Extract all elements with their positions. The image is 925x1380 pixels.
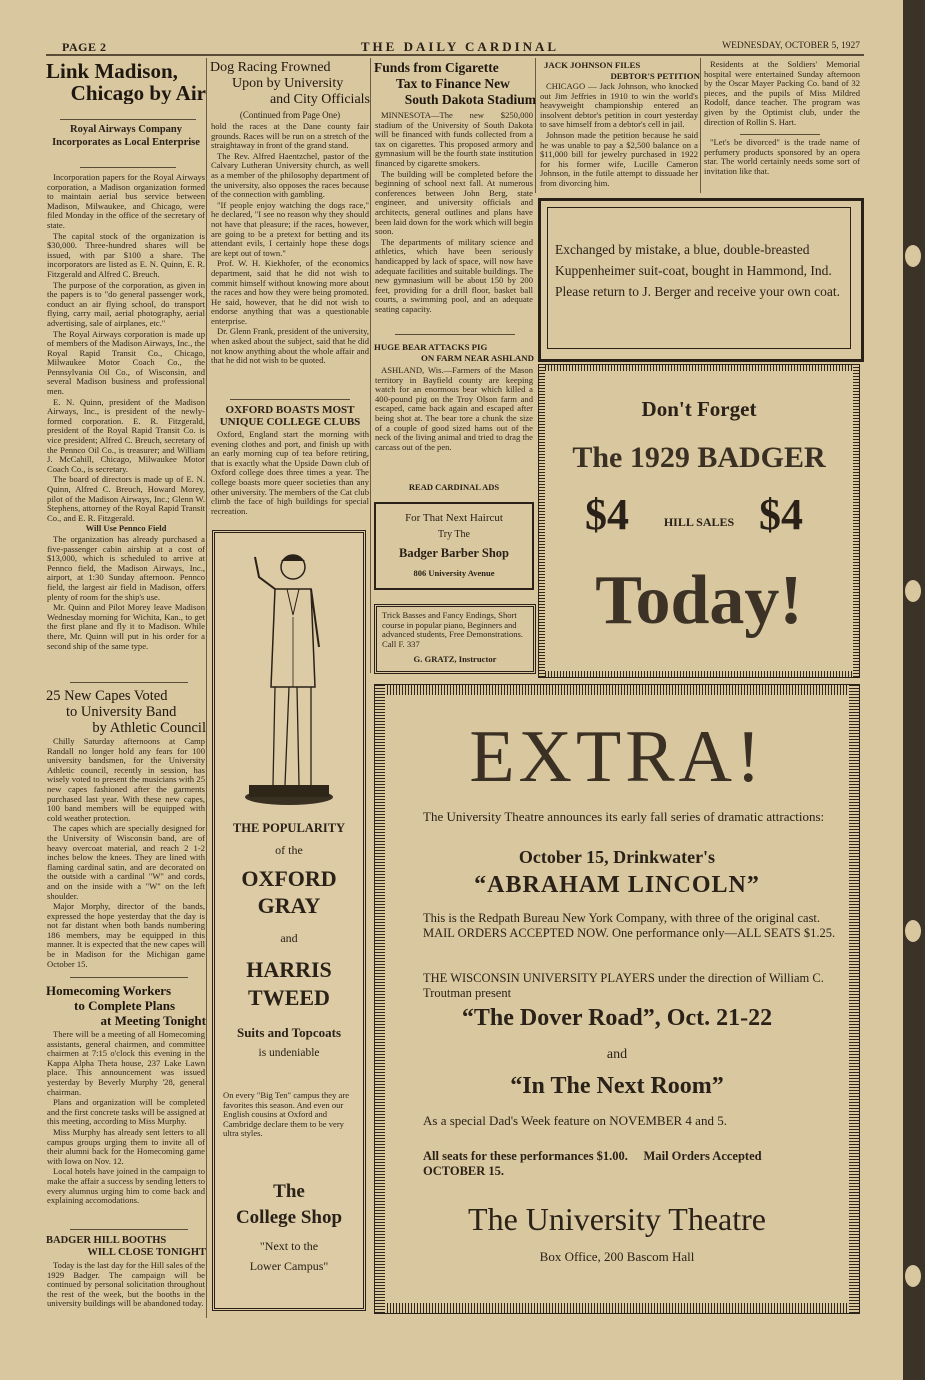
column-rule xyxy=(206,58,207,1318)
theatre-and: and xyxy=(606,1047,628,1062)
issue-date: WEDNESDAY, OCTOBER 5, 1927 xyxy=(722,41,860,51)
paragraph: The departments of military science and athletics, which have been seriously handicapped by lack of space, will now have adequate facilities and suitable buildings. The new gymnasium will be about 150 by 200 feet, providing for a drill floor, basket ball courts, a swimming pool, and an adequate seating capacity. xyxy=(375,236,533,314)
article-rule xyxy=(70,977,188,978)
headline-dog-racing xyxy=(210,60,370,108)
badger-today: Today! xyxy=(595,562,803,639)
headline-funds xyxy=(374,60,536,108)
article-jack-johnson xyxy=(540,82,698,192)
read-cardinal-ads: READ CARDINAL ADS xyxy=(408,482,500,492)
binding-hole xyxy=(905,1265,921,1287)
paragraph: Oxford, England start the morning with evening clothes and port, and finish up with an early morning cup of tea before retiring, that is exactly what the Upside Down club of Oxford college does three times a year. The college boasts more queer societies than any other university. The members of the Cat club climb the face of high buildings for special recreation. xyxy=(211,430,369,516)
article-capes xyxy=(47,737,205,972)
article-bear xyxy=(375,366,533,466)
headline-line: Tax to Finance New xyxy=(396,76,510,91)
column-rule xyxy=(700,58,701,193)
ad-shop-name: College Shop xyxy=(235,1207,343,1228)
continued-note: (Continued from Page One) xyxy=(239,110,341,120)
article-dog-racing xyxy=(211,122,369,396)
headline-line: Upon by University xyxy=(232,76,344,91)
theatre-box-office: Box Office, 200 Bascom Hall xyxy=(539,1249,695,1264)
paragraph: Mr. Quinn and Pilot Morey leave Madison Wednesday morning for Wichita, Kan., to get the first plane and fly it to Madison. While there, Mr. Quinn will put in his order for a second ship of the same type. xyxy=(47,602,205,651)
barber-line-1: For That Next Haircut xyxy=(405,512,503,524)
ad-oxford: OXFORD xyxy=(241,866,337,891)
headline-line: at Meeting Tonight xyxy=(100,1013,206,1028)
ad-and: and xyxy=(280,931,298,945)
paragraph: Prof. W. H. Kiekhofer, of the economics department, said that he did not wish to commit himself without knowing more about the races and how they were being promoted. He said, however, that he did not wish to endorse anything that was a questionable enterprise. xyxy=(211,258,369,326)
headline-line: Homecoming Workers xyxy=(46,983,172,998)
lost-coat-text: Exchanged by mistake, a blue, double-breasted Kuppenheimer suit-coat, bought in Hammond, Ind. Please return to J. Berger and receive your own coat. xyxy=(555,242,841,299)
ad-border-bottom xyxy=(539,671,859,677)
theatre-name: The University Theatre xyxy=(468,1201,766,1237)
paragraph: Chilly Saturday afternoons at Camp Randall no longer hold any fears for 100 university bandsmen, for the University Athletic council, recently in session, has wisely voted to present the musicians with 25 new capes fashioned after the garments purchased last year. With these new capes, 100 band members will be equipped with cold weather protection. xyxy=(47,737,205,823)
theatre-seats: All seats for these performances $1.00. Mail Orders Accepted OCTOBER 15. xyxy=(423,1149,765,1178)
newspaper-name: THE DAILY CARDINAL xyxy=(360,39,560,54)
article-rule xyxy=(70,682,188,683)
headline-line: JACK JOHNSON FILES xyxy=(544,60,641,70)
paragraph: The organization has already purchased a five-passenger cabin airship at a cost of $13,000, which is scheduled to arrive at Pennco field, the Madison Airways, Inc., airport, at 1:30 Sunday afternoon. Pennco field, the largest air field in Madison, offers plenty of room for the ship's use. xyxy=(47,533,205,602)
paragraph: The Royal Airways corporation is made up of members of the Madison Airways, Inc., the Royal Rapid Transit Co., Chicago, Milwaukee Motor Coach Co., the Pennsylvania Oil Co., of Wisconsin, and several Madison business and professional men. xyxy=(47,328,205,397)
article-homecoming xyxy=(47,1030,205,1225)
headline-line: and City Officials xyxy=(269,92,370,107)
gratz-text: Trick Basses and Fancy Endings, Short course in popular piano, Beginners and advanced students, Free Demonstrations. Call F. 337 xyxy=(382,611,524,649)
headline-oxford-clubs xyxy=(210,404,370,428)
paragraph: Residents at the Soldiers' Memorial hospital were entertained Sunday afternoon by the Oscar Mayer Packing Co. band of 32 pieces, and the pupils of Miss Mildred Rodolf, dance teacher. The program was given by the Optimist club, under the direction of Rollin S. Hart. xyxy=(704,60,860,127)
headline-line: to University Band xyxy=(66,704,177,720)
paragraph: E. N. Quinn, president of the Madison Airways, Inc., is president of the newly-formed corporation. E. R. Fitzgerald, president of the Royal Rapid Transit Co. is vice president; Alfred C. Breuch, secretary of the Pennco Oil Co., is treasurer; and William J. McCahill, Chicago, Milwaukee Motor Coach Co., is secretary. xyxy=(47,396,205,474)
headline-line: BADGER HILL BOOTHS xyxy=(46,1235,167,1246)
headline-badger-booths xyxy=(46,1235,206,1259)
barber-shop-name: Badger Barber Shop xyxy=(399,546,509,560)
paragraph: Today is the last day for the Hill sales of the 1929 Badger. The campaign will be continued by personal solicitation throughout the rest of the week, but the booths in the university buildings will be abandoned today. xyxy=(47,1261,205,1309)
page-edge-shadow xyxy=(903,0,925,1380)
theatre-intro: The University Theatre announces its early fall series of dramatic attractions: xyxy=(423,809,825,824)
theatre-dads-week: As a special Dad's Week feature on NOVEMBER 4 and 5. xyxy=(423,1113,727,1128)
theatre-abraham-lincoln: “ABRAHAM LINCOLN” xyxy=(474,872,760,898)
paragraph: Johnson made the petition because he said he was unable to pay a $2,500 balance on a $11,000 bill for jewelry purchased in 1922 for his former wife, Lucille Cameron Johnson, in the futile attempt to dissuade her from divorcing him. xyxy=(540,129,698,188)
badger-price-right: $4 xyxy=(759,490,803,539)
theatre-dover-road: “The Dover Road”, Oct. 21-22 xyxy=(461,1005,773,1031)
badger-price-left: $4 xyxy=(585,490,629,539)
paragraph: "Let's be divorced" is the trade name of perfumery products sponsored by an opera star. The world certainly needs some sort of invitation like that. xyxy=(704,138,860,176)
paragraph: The building will be completed before the beginning of school next fall. At numerous conferences between John Berg, state engineer, and university officials and architects, general outlines and plans have been laid down for the work which will begin soon. xyxy=(375,168,533,237)
column-rule xyxy=(370,58,371,673)
subhead-rule xyxy=(80,167,176,168)
paragraph: Miss Murphy has already sent letters to all campus groups urging them to invite all of their alumni back for the Homecoming game with Iowa on Nov. 12. xyxy=(47,1126,205,1166)
article-funds xyxy=(375,111,533,329)
ad-tweed: TWEED xyxy=(248,985,330,1010)
badger-ad xyxy=(538,364,860,678)
headline-line: OXFORD BOASTS MOST xyxy=(225,404,355,416)
headline-line: to Complete Plans xyxy=(74,998,176,1013)
headline-line: Chicago by Air xyxy=(70,81,206,105)
headline-line: Dog Racing Frowned xyxy=(210,60,331,75)
headline-line: UNIQUE COLLEGE CLUBS xyxy=(219,416,361,428)
lost-coat-ad xyxy=(538,198,864,362)
article-oxford-clubs xyxy=(211,430,369,530)
subhead-royal-airways: Royal Airways Company Incorporates as Local Enterprise xyxy=(52,124,200,148)
ad-border-bottom xyxy=(375,1303,859,1313)
headline-line: South Dakota Stadium xyxy=(404,92,536,107)
paragraph: "If people enjoy watching the dogs race," he declared, "I see no reason why they should not have that pleasure; if the races, however, are going to be a pretext for betting and its attendant evils, I certainly hope these dogs are kept out of town." xyxy=(211,199,369,258)
barber-address: 806 University Avenue xyxy=(413,568,495,578)
ad-shop-the: The xyxy=(273,1181,305,1202)
ad-body-copy: On every "Big Ten" campus they are favorites this season. And even our English cousins at Oxford and Cambridge declare them to be very ultra styles. xyxy=(223,1091,350,1139)
ad-of-the: of the xyxy=(275,843,303,857)
headline-line: 25 New Capes Voted xyxy=(46,688,168,704)
university-theatre-ad xyxy=(374,684,860,1314)
theatre-extra: EXTRA! xyxy=(469,716,765,798)
binding-hole xyxy=(905,920,921,942)
paragraph: ASHLAND, Wis.—Farmers of the Mason territory in Bayfield county are keeping watch for an enormous bear which killed a 400-pound pig on the Troy Olson farm and escaped, came back again and escaped after being shot at. The bear tore a chunk the size of a couple of good sized hams out of the neck of the living animal and tried to drag the carcass out of the pen. xyxy=(375,366,533,452)
ad-suits-topcoats: Suits and Topcoats xyxy=(236,1025,342,1040)
article-badger-booths xyxy=(47,1261,205,1316)
barber-shop-ad xyxy=(374,502,534,590)
article-link-madison xyxy=(47,173,205,678)
headline-bear xyxy=(374,342,534,364)
headline-capes xyxy=(46,688,206,736)
article-rule xyxy=(230,399,350,400)
paragraph-subhead: Will Use Pennco Field xyxy=(85,523,167,534)
paragraph: Major Morphy, director of the bands, expressed the hope yesterday that the day is not far distant when both bands numbering 186 members, may be equipped in this manner. It is expected that the new capes will be in Madison for the Michigan game October 15. xyxy=(47,901,205,969)
headline-line: DEBTOR'S PETITION xyxy=(610,70,700,81)
gratz-piano-ad xyxy=(374,604,536,674)
badger-hill-sales: HILL SALES xyxy=(663,515,735,529)
article-rule xyxy=(395,334,515,335)
ad-shop-location-1: "Next to the xyxy=(259,1239,319,1253)
badger-title: The 1929 BADGER xyxy=(572,441,826,474)
paragraph: Plans and organization will be completed and the first concrete tasks will be assigned at this meeting, according to Miss Murphy. xyxy=(47,1097,205,1127)
headline-homecoming xyxy=(46,983,206,1028)
paragraph: The capital stock of the organization is $30,000. Three-hundred shares will be issued, with par $100 a share. The incorporators are listed as E. N. Quinn, E. R. Fitzgerald and Alfred C. Breuch. xyxy=(47,230,205,279)
paragraph: The board of directors is made up of E. N. Quinn, Alfred C. Breuch, Howard Morey, pilot of the Madison Airways, Inc.; Glenn W. Stephens, attorney of the Royal Rapid Transit Co., and E. R. Fitzgerald. xyxy=(47,474,205,523)
ad-gray: GRAY xyxy=(257,893,321,918)
article-lets-be-divorced xyxy=(704,138,860,188)
ad-border-left xyxy=(375,685,385,1313)
binding-hole xyxy=(905,245,921,267)
headline-line: HUGE BEAR ATTACKS PIG xyxy=(374,342,488,352)
article-rule xyxy=(70,1229,188,1230)
headline-jack-johnson xyxy=(540,60,700,81)
headline-rule xyxy=(60,119,196,120)
paragraph: CHICAGO — Jack Johnson, who knocked out Jim Jeffries in 1910 to win the world's heavyweight championship entered an insolvent debtor's petition in court yesterday to save himself from a debtor's cell in jail. xyxy=(540,82,698,130)
ad-border-top xyxy=(539,365,859,371)
theatre-next-room: “In The Next Room” xyxy=(510,1073,724,1099)
paragraph: The purpose of the corporation, as given in the papers is to "do general passenger work, conduct an air flying school, do transport flying, carry mail, aerial photography, aerial advertising, sale of airplanes, etc." xyxy=(47,279,205,328)
paragraph: Incorporation papers for the Royal Airways corporation, a Madison organization formed to maintain aerial bus service between Madison, Milwaukee, and Chicago, were filed Monday in the office of the secretary of state. xyxy=(47,173,205,230)
binding-hole xyxy=(905,580,921,602)
article-rule xyxy=(740,134,820,135)
masthead-rule xyxy=(46,54,864,56)
paragraph: Local hotels have joined in the campaign to make the affair a success by sending letters to every alumnus urging him to come back and explaining accomodations. xyxy=(47,1166,205,1206)
headline-link-madison xyxy=(46,60,206,104)
ad-border-top xyxy=(375,685,859,695)
ad-popularity: THE POPULARITY xyxy=(232,821,346,835)
badger-dont-forget: Don't Forget xyxy=(641,397,757,421)
ad-undeniable: is undeniable xyxy=(258,1047,320,1059)
paragraph: MINNESOTA—The new $250,000 stadium of the University of South Dakota will be financed with funds collected from a tax on cigarettes. This proposed armory and gymnasium will be the fourth state institution financed by cigarette smokers. xyxy=(375,111,533,168)
gratz-instructor: G. GRATZ, Instructor xyxy=(413,654,497,664)
theatre-oct15: October 15, Drinkwater's xyxy=(518,847,716,867)
theatre-redpath: This is the Redpath Bureau New York Company, with three of the original cast. MAIL ORDERS ACCEPTED NOW. One performance only—ALL SEATS $1.25. xyxy=(423,911,836,940)
page-number: PAGE 2 xyxy=(62,40,107,54)
ad-border-right xyxy=(849,685,859,1313)
article-soldiers-hospital xyxy=(704,60,860,130)
paragraph: The Rev. Alfred Haentzchel, pastor of the Calvary Lutheran University church, as well as a member of the philosophy department of the university, also opposes the races because of the connection with gambling. xyxy=(211,150,369,200)
theatre-players: THE WISCONSIN UNIVERSITY PLAYERS under the direction of William C. Troutman present xyxy=(423,971,824,1000)
paragraph: There will be a meeting of all Homecoming assistants, general chairmen, and committee chairmen at 7:15 o'clock this evening in the Kappa Alpha Theta house, 237 Lake Lawn place. This announcement was issued yesterday by Beverly Murphy '28, general chairman. xyxy=(47,1030,205,1097)
man-in-suit-illustration xyxy=(215,537,363,812)
paragraph: The capes which are specially designed for the University of Wisconsin band, are of heavy overcoat material, and reach 2 1-2 inches below the knees. They are lined with flaming cardinal satin, and are decorated on the outside with a cardinal "W" and cords, and on the inside with a "W" on the left shoulder. xyxy=(47,823,205,901)
headline-line: WILL CLOSE TONIGHT xyxy=(87,1247,206,1258)
headline-line: ON FARM NEAR ASHLAND xyxy=(421,353,534,363)
headline-line: Link Madison, xyxy=(46,60,178,83)
ad-harris: HARRIS xyxy=(246,957,332,982)
barber-line-2: Try The xyxy=(438,529,470,540)
headline-line: by Athletic Council xyxy=(92,720,206,736)
paragraph: hold the races at the Dane county fair grounds. Races will be run on a stretch of the straightaway in front of the grand stand. xyxy=(211,122,369,151)
ad-shop-location-2: Lower Campus" xyxy=(249,1259,329,1273)
paragraph: Dr. Glenn Frank, president of the university, when asked about the subject, said that he did not know anything about the whole affair and that he did not wish to be quoted. xyxy=(211,326,369,366)
headline-line: Funds from Cigarette xyxy=(374,60,499,75)
college-shop-ad xyxy=(212,530,366,1311)
